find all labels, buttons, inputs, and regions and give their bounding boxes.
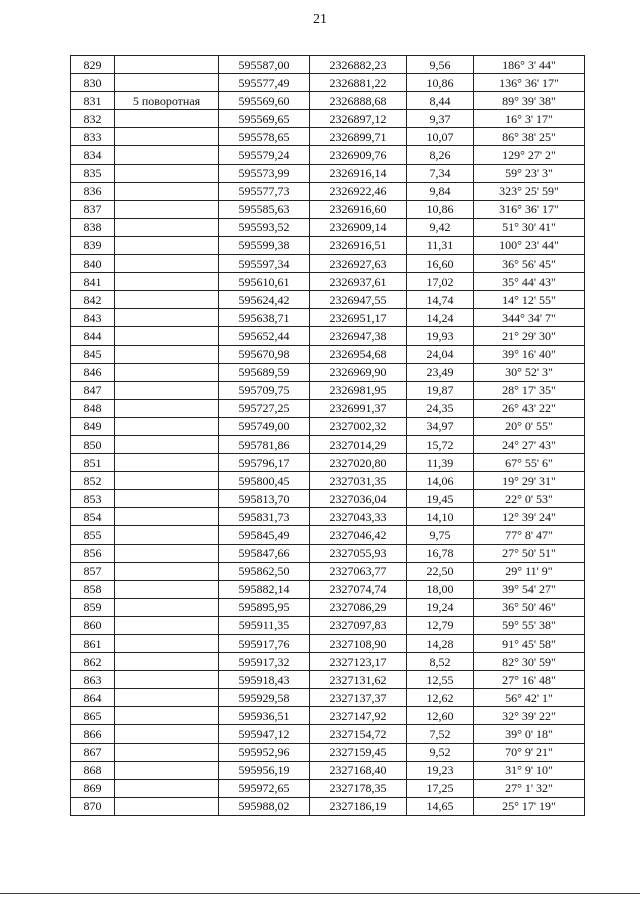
point-number-cell: 847	[71, 381, 115, 399]
point-type-cell	[115, 381, 219, 399]
y-coordinate-cell: 2327074,74	[310, 580, 407, 598]
direction-angle-cell: 59° 55' 38"	[474, 616, 585, 634]
distance-cell: 17,25	[407, 779, 474, 797]
x-coordinate-cell: 595727,25	[219, 399, 310, 417]
x-coordinate-cell: 595917,76	[219, 635, 310, 653]
x-coordinate-cell: 595577,49	[219, 74, 310, 92]
distance-cell: 9,56	[407, 56, 474, 74]
table-row	[71, 598, 585, 616]
x-coordinate-cell: 595578,65	[219, 128, 310, 146]
table-row	[71, 200, 585, 218]
x-coordinate-cell: 595800,45	[219, 472, 310, 490]
distance-cell: 19,93	[407, 327, 474, 345]
point-number-cell: 867	[71, 743, 115, 761]
point-number-cell: 855	[71, 526, 115, 544]
y-coordinate-cell: 2326881,22	[310, 74, 407, 92]
y-coordinate-cell: 2327097,83	[310, 616, 407, 634]
distance-cell: 7,34	[407, 164, 474, 182]
table-row	[71, 797, 585, 815]
point-number-cell: 852	[71, 472, 115, 490]
direction-angle-cell: 20° 0' 55"	[474, 417, 585, 435]
point-number-cell: 829	[71, 56, 115, 74]
point-type-cell: 5 поворотная	[115, 92, 219, 110]
point-type-cell	[115, 218, 219, 236]
point-number-cell: 832	[71, 110, 115, 128]
table-row	[71, 273, 585, 291]
x-coordinate-cell: 595577,73	[219, 182, 310, 200]
y-coordinate-cell: 2326916,14	[310, 164, 407, 182]
distance-cell: 17,02	[407, 273, 474, 291]
point-number-cell: 851	[71, 454, 115, 472]
direction-angle-cell: 14° 12' 55"	[474, 291, 585, 309]
table-row	[71, 761, 585, 779]
distance-cell: 15,72	[407, 435, 474, 453]
direction-angle-cell: 31° 9' 10"	[474, 761, 585, 779]
y-coordinate-cell: 2326909,14	[310, 218, 407, 236]
distance-cell: 19,45	[407, 490, 474, 508]
x-coordinate-cell: 595956,19	[219, 761, 310, 779]
table-row	[71, 671, 585, 689]
distance-cell: 19,87	[407, 381, 474, 399]
direction-angle-cell: 36° 50' 46"	[474, 598, 585, 616]
x-coordinate-cell: 595952,96	[219, 743, 310, 761]
distance-cell: 8,44	[407, 92, 474, 110]
direction-angle-cell: 12° 39' 24"	[474, 508, 585, 526]
table-row	[71, 182, 585, 200]
point-type-cell	[115, 743, 219, 761]
table-row	[71, 110, 585, 128]
coordinates-table-body	[71, 56, 585, 816]
point-number-cell: 830	[71, 74, 115, 92]
y-coordinate-cell: 2326951,17	[310, 309, 407, 327]
x-coordinate-cell: 595597,34	[219, 255, 310, 273]
direction-angle-cell: 316° 36' 17"	[474, 200, 585, 218]
x-coordinate-cell: 595593,52	[219, 218, 310, 236]
direction-angle-cell: 86° 38' 25"	[474, 128, 585, 146]
distance-cell: 9,37	[407, 110, 474, 128]
table-row	[71, 562, 585, 580]
distance-cell: 14,74	[407, 291, 474, 309]
y-coordinate-cell: 2326947,55	[310, 291, 407, 309]
point-type-cell	[115, 56, 219, 74]
point-number-cell: 859	[71, 598, 115, 616]
distance-cell: 9,84	[407, 182, 474, 200]
y-coordinate-cell: 2327020,80	[310, 454, 407, 472]
direction-angle-cell: 35° 44' 43"	[474, 273, 585, 291]
direction-angle-cell: 344° 34' 7"	[474, 309, 585, 327]
y-coordinate-cell: 2327046,42	[310, 526, 407, 544]
table-row	[71, 327, 585, 345]
x-coordinate-cell: 595895,95	[219, 598, 310, 616]
distance-cell: 9,42	[407, 218, 474, 236]
y-coordinate-cell: 2327031,35	[310, 472, 407, 490]
point-number-cell: 841	[71, 273, 115, 291]
x-coordinate-cell: 595918,43	[219, 671, 310, 689]
point-number-cell: 850	[71, 435, 115, 453]
direction-angle-cell: 129° 27' 2"	[474, 146, 585, 164]
y-coordinate-cell: 2326991,37	[310, 399, 407, 417]
x-coordinate-cell: 595610,61	[219, 273, 310, 291]
distance-cell: 23,49	[407, 363, 474, 381]
direction-angle-cell: 39° 16' 40"	[474, 345, 585, 363]
table-row	[71, 345, 585, 363]
table-row	[71, 472, 585, 490]
point-type-cell	[115, 417, 219, 435]
direction-angle-cell: 186° 3' 44"	[474, 56, 585, 74]
direction-angle-cell: 29° 11' 9"	[474, 562, 585, 580]
x-coordinate-cell: 595624,42	[219, 291, 310, 309]
point-type-cell	[115, 616, 219, 634]
distance-cell: 9,52	[407, 743, 474, 761]
x-coordinate-cell: 595709,75	[219, 381, 310, 399]
table-row	[71, 779, 585, 797]
distance-cell: 10,86	[407, 200, 474, 218]
direction-angle-cell: 100° 23' 44"	[474, 236, 585, 254]
y-coordinate-cell: 2327002,32	[310, 417, 407, 435]
table-row	[71, 544, 585, 562]
point-number-cell: 836	[71, 182, 115, 200]
distance-cell: 12,62	[407, 689, 474, 707]
point-number-cell: 868	[71, 761, 115, 779]
point-number-cell: 866	[71, 725, 115, 743]
point-type-cell	[115, 309, 219, 327]
table-row	[71, 164, 585, 182]
point-number-cell: 856	[71, 544, 115, 562]
direction-angle-cell: 39° 0' 18"	[474, 725, 585, 743]
x-coordinate-cell: 595988,02	[219, 797, 310, 815]
direction-angle-cell: 25° 17' 19"	[474, 797, 585, 815]
x-coordinate-cell: 595831,73	[219, 508, 310, 526]
point-type-cell	[115, 526, 219, 544]
point-type-cell	[115, 363, 219, 381]
direction-angle-cell: 27° 50' 51"	[474, 544, 585, 562]
x-coordinate-cell: 595911,35	[219, 616, 310, 634]
distance-cell: 24,35	[407, 399, 474, 417]
x-coordinate-cell: 595638,71	[219, 309, 310, 327]
y-coordinate-cell: 2326909,76	[310, 146, 407, 164]
table-row	[71, 743, 585, 761]
direction-angle-cell: 16° 3' 17"	[474, 110, 585, 128]
x-coordinate-cell: 595936,51	[219, 707, 310, 725]
table-row	[71, 653, 585, 671]
point-number-cell: 834	[71, 146, 115, 164]
point-type-cell	[115, 327, 219, 345]
y-coordinate-cell: 2327108,90	[310, 635, 407, 653]
point-number-cell: 844	[71, 327, 115, 345]
y-coordinate-cell: 2326922,46	[310, 182, 407, 200]
direction-angle-cell: 323° 25' 59"	[474, 182, 585, 200]
distance-cell: 11,39	[407, 454, 474, 472]
distance-cell: 19,23	[407, 761, 474, 779]
direction-angle-cell: 70° 9' 21"	[474, 743, 585, 761]
y-coordinate-cell: 2327186,19	[310, 797, 407, 815]
table-row	[71, 128, 585, 146]
table-row	[71, 291, 585, 309]
direction-angle-cell: 30° 52' 3"	[474, 363, 585, 381]
point-type-cell	[115, 435, 219, 453]
x-coordinate-cell: 595947,12	[219, 725, 310, 743]
y-coordinate-cell: 2326888,68	[310, 92, 407, 110]
y-coordinate-cell: 2327123,17	[310, 653, 407, 671]
x-coordinate-cell: 595670,98	[219, 345, 310, 363]
table-row	[71, 580, 585, 598]
table-row	[71, 92, 585, 110]
distance-cell: 12,79	[407, 616, 474, 634]
y-coordinate-cell: 2327178,35	[310, 779, 407, 797]
point-number-cell: 835	[71, 164, 115, 182]
point-type-cell	[115, 580, 219, 598]
distance-cell: 11,31	[407, 236, 474, 254]
point-number-cell: 843	[71, 309, 115, 327]
point-number-cell: 838	[71, 218, 115, 236]
table-row	[71, 363, 585, 381]
x-coordinate-cell: 595882,14	[219, 580, 310, 598]
y-coordinate-cell: 2327131,62	[310, 671, 407, 689]
y-coordinate-cell: 2327086,29	[310, 598, 407, 616]
point-number-cell: 862	[71, 653, 115, 671]
point-number-cell: 840	[71, 255, 115, 273]
y-coordinate-cell: 2327055,93	[310, 544, 407, 562]
table-row	[71, 635, 585, 653]
table-row	[71, 526, 585, 544]
table-row	[71, 707, 585, 725]
y-coordinate-cell: 2326981,95	[310, 381, 407, 399]
point-type-cell	[115, 164, 219, 182]
point-type-cell	[115, 200, 219, 218]
x-coordinate-cell: 595569,65	[219, 110, 310, 128]
x-coordinate-cell: 595587,00	[219, 56, 310, 74]
x-coordinate-cell: 595652,44	[219, 327, 310, 345]
point-type-cell	[115, 110, 219, 128]
point-number-cell: 849	[71, 417, 115, 435]
point-number-cell: 839	[71, 236, 115, 254]
distance-cell: 19,24	[407, 598, 474, 616]
y-coordinate-cell: 2326916,60	[310, 200, 407, 218]
direction-angle-cell: 67° 55' 6"	[474, 454, 585, 472]
point-number-cell: 858	[71, 580, 115, 598]
point-number-cell: 870	[71, 797, 115, 815]
point-type-cell	[115, 399, 219, 417]
distance-cell: 14,65	[407, 797, 474, 815]
point-number-cell: 831	[71, 92, 115, 110]
point-number-cell: 842	[71, 291, 115, 309]
direction-angle-cell: 136° 36' 17"	[474, 74, 585, 92]
point-type-cell	[115, 508, 219, 526]
direction-angle-cell: 22° 0' 53"	[474, 490, 585, 508]
point-number-cell: 854	[71, 508, 115, 526]
distance-cell: 22,50	[407, 562, 474, 580]
table-row	[71, 725, 585, 743]
point-type-cell	[115, 472, 219, 490]
point-type-cell	[115, 544, 219, 562]
y-coordinate-cell: 2327147,92	[310, 707, 407, 725]
point-number-cell: 860	[71, 616, 115, 634]
direction-angle-cell: 27° 1' 32"	[474, 779, 585, 797]
x-coordinate-cell: 595781,86	[219, 435, 310, 453]
x-coordinate-cell: 595579,24	[219, 146, 310, 164]
direction-angle-cell: 39° 54' 27"	[474, 580, 585, 598]
distance-cell: 34,97	[407, 417, 474, 435]
x-coordinate-cell: 595929,58	[219, 689, 310, 707]
distance-cell: 24,04	[407, 345, 474, 363]
x-coordinate-cell: 595845,49	[219, 526, 310, 544]
y-coordinate-cell: 2326897,12	[310, 110, 407, 128]
direction-angle-cell: 32° 39' 22"	[474, 707, 585, 725]
x-coordinate-cell: 595689,59	[219, 363, 310, 381]
point-number-cell: 837	[71, 200, 115, 218]
x-coordinate-cell: 595573,99	[219, 164, 310, 182]
direction-angle-cell: 51° 30' 41"	[474, 218, 585, 236]
point-type-cell	[115, 128, 219, 146]
direction-angle-cell: 59° 23' 3"	[474, 164, 585, 182]
distance-cell: 8,26	[407, 146, 474, 164]
distance-cell: 16,60	[407, 255, 474, 273]
point-type-cell	[115, 490, 219, 508]
x-coordinate-cell: 595862,50	[219, 562, 310, 580]
y-coordinate-cell: 2326927,63	[310, 255, 407, 273]
x-coordinate-cell: 595847,66	[219, 544, 310, 562]
table-row	[71, 490, 585, 508]
y-coordinate-cell: 2326899,71	[310, 128, 407, 146]
point-number-cell: 845	[71, 345, 115, 363]
point-type-cell	[115, 779, 219, 797]
y-coordinate-cell: 2326947,38	[310, 327, 407, 345]
distance-cell: 14,24	[407, 309, 474, 327]
y-coordinate-cell: 2327014,29	[310, 435, 407, 453]
y-coordinate-cell: 2326882,23	[310, 56, 407, 74]
distance-cell: 12,60	[407, 707, 474, 725]
y-coordinate-cell: 2327159,45	[310, 743, 407, 761]
y-coordinate-cell: 2326937,61	[310, 273, 407, 291]
coordinates-table	[70, 55, 585, 816]
table-row	[71, 218, 585, 236]
point-type-cell	[115, 345, 219, 363]
table-row	[71, 146, 585, 164]
table-row	[71, 417, 585, 435]
x-coordinate-cell: 595796,17	[219, 454, 310, 472]
point-type-cell	[115, 761, 219, 779]
distance-cell: 18,00	[407, 580, 474, 598]
direction-angle-cell: 21° 29' 30"	[474, 327, 585, 345]
point-type-cell	[115, 725, 219, 743]
point-type-cell	[115, 74, 219, 92]
point-type-cell	[115, 454, 219, 472]
y-coordinate-cell: 2327154,72	[310, 725, 407, 743]
table-row	[71, 381, 585, 399]
y-coordinate-cell: 2327168,40	[310, 761, 407, 779]
distance-cell: 7,52	[407, 725, 474, 743]
distance-cell: 14,28	[407, 635, 474, 653]
distance-cell: 9,75	[407, 526, 474, 544]
direction-angle-cell: 24° 27' 43"	[474, 435, 585, 453]
point-number-cell: 833	[71, 128, 115, 146]
table-row	[71, 309, 585, 327]
table-row	[71, 435, 585, 453]
table-row	[71, 56, 585, 74]
y-coordinate-cell: 2327036,04	[310, 490, 407, 508]
x-coordinate-cell: 595585,63	[219, 200, 310, 218]
point-type-cell	[115, 598, 219, 616]
point-type-cell	[115, 671, 219, 689]
point-type-cell	[115, 291, 219, 309]
table-row	[71, 508, 585, 526]
direction-angle-cell: 26° 43' 22"	[474, 399, 585, 417]
distance-cell: 10,86	[407, 74, 474, 92]
page-number: 21	[313, 12, 327, 27]
point-type-cell	[115, 273, 219, 291]
direction-angle-cell: 91° 45' 58"	[474, 635, 585, 653]
direction-angle-cell: 89° 39' 38"	[474, 92, 585, 110]
distance-cell: 10,07	[407, 128, 474, 146]
point-number-cell: 848	[71, 399, 115, 417]
point-type-cell	[115, 182, 219, 200]
distance-cell: 14,10	[407, 508, 474, 526]
point-type-cell	[115, 635, 219, 653]
distance-cell: 8,52	[407, 653, 474, 671]
bottom-rule	[0, 893, 640, 894]
point-type-cell	[115, 797, 219, 815]
x-coordinate-cell: 595599,38	[219, 236, 310, 254]
point-number-cell: 863	[71, 671, 115, 689]
y-coordinate-cell: 2326954,68	[310, 345, 407, 363]
direction-angle-cell: 82° 30' 59"	[474, 653, 585, 671]
direction-angle-cell: 19° 29' 31"	[474, 472, 585, 490]
table-row	[71, 454, 585, 472]
point-type-cell	[115, 146, 219, 164]
point-type-cell	[115, 236, 219, 254]
y-coordinate-cell: 2326916,51	[310, 236, 407, 254]
direction-angle-cell: 28° 17' 35"	[474, 381, 585, 399]
direction-angle-cell: 36° 56' 45"	[474, 255, 585, 273]
point-type-cell	[115, 255, 219, 273]
distance-cell: 16,78	[407, 544, 474, 562]
table-row	[71, 236, 585, 254]
point-number-cell: 857	[71, 562, 115, 580]
x-coordinate-cell: 595972,65	[219, 779, 310, 797]
table-row	[71, 689, 585, 707]
x-coordinate-cell: 595917,32	[219, 653, 310, 671]
point-number-cell: 853	[71, 490, 115, 508]
y-coordinate-cell: 2327043,33	[310, 508, 407, 526]
distance-cell: 14,06	[407, 472, 474, 490]
x-coordinate-cell: 595569,60	[219, 92, 310, 110]
table-row	[71, 399, 585, 417]
table-row	[71, 616, 585, 634]
direction-angle-cell: 27° 16' 48"	[474, 671, 585, 689]
point-number-cell: 865	[71, 707, 115, 725]
table-row	[71, 74, 585, 92]
y-coordinate-cell: 2327063,77	[310, 562, 407, 580]
x-coordinate-cell: 595813,70	[219, 490, 310, 508]
point-number-cell: 846	[71, 363, 115, 381]
direction-angle-cell: 77° 8' 47"	[474, 526, 585, 544]
point-number-cell: 861	[71, 635, 115, 653]
table-row	[71, 255, 585, 273]
x-coordinate-cell: 595749,00	[219, 417, 310, 435]
point-number-cell: 864	[71, 689, 115, 707]
point-type-cell	[115, 653, 219, 671]
direction-angle-cell: 56° 42' 1"	[474, 689, 585, 707]
point-type-cell	[115, 707, 219, 725]
point-type-cell	[115, 562, 219, 580]
distance-cell: 12,55	[407, 671, 474, 689]
y-coordinate-cell: 2327137,37	[310, 689, 407, 707]
point-type-cell	[115, 689, 219, 707]
y-coordinate-cell: 2326969,90	[310, 363, 407, 381]
point-number-cell: 869	[71, 779, 115, 797]
